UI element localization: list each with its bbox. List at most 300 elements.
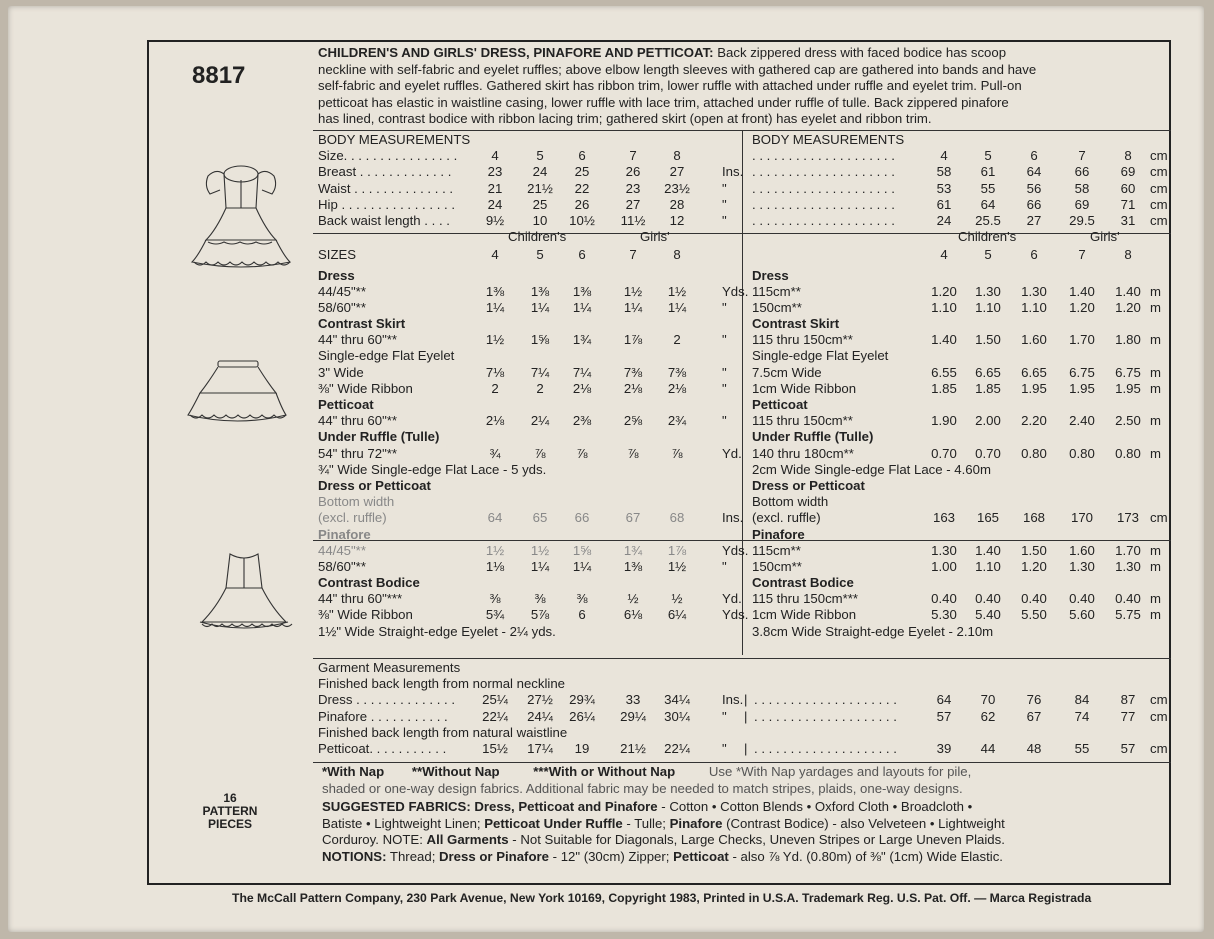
value-cell: 1.95 [1069,380,1095,396]
table-row [752,212,1168,229]
size-group-header-metric [752,229,1164,245]
value-cell: 28 [669,196,685,212]
table-row [752,575,1164,591]
value-cell: 5.30 [931,607,957,623]
value-cell: 6 [578,148,586,164]
unit-label: " [722,364,727,380]
value-cell: 26 [574,196,590,212]
cm-cell: 44 [980,740,996,756]
cm-cell: 76 [1026,692,1042,708]
value-cell: 69 [1120,164,1136,180]
value-cell: 33 [625,692,641,708]
value-cell: 1.70 [1069,332,1095,348]
row-label: 44" thru 60"*** [318,591,403,607]
body-measurements-title: BODY MEASUREMENTS [318,132,471,147]
unit-label: " [722,196,727,212]
table-row [752,478,1164,494]
value-cell: 1⅞ [667,542,687,558]
table-row [752,591,1164,607]
size-cell: 6 [1030,247,1038,263]
value-cell: 58 [936,164,952,180]
value-cell: 27 [625,196,641,212]
dot-leader: . . . . . . . . . . . . . . . . . . . . [754,740,897,756]
value-cell: 2.40 [1069,413,1095,429]
value-cell: 22¼ [482,708,508,724]
unit-label: m [1150,607,1161,623]
value-cell: 27 [1026,212,1042,228]
value-cell: 25 [574,164,590,180]
unit-label: " [722,299,727,315]
row-label: Petticoat. . . . . . . . . . . [318,740,447,756]
table-row [318,413,738,429]
fabrics-list-3: (Contrast Bodice) - also Velveteen • Lightweight [722,815,1005,831]
size-group-header [318,229,738,245]
value-cell: 2¼ [530,413,550,429]
value-cell: 66 [574,510,590,526]
table-row [752,148,1168,164]
row-label: Contrast Skirt [318,316,406,332]
notions-dress: Dress or Pinafore [439,848,549,864]
value-cell: 163 [932,510,955,526]
table-row [752,543,1164,559]
row-label: Breast . . . . . . . . . . . . . [318,164,452,180]
value-cell: 6.75 [1069,364,1095,380]
value-cell: 64 [487,510,503,526]
value-cell: 12 [669,212,685,228]
pattern-pieces-count [196,792,264,831]
value-cell: 55 [980,180,996,196]
pieces-label-2: PIECES [207,817,252,831]
value-cell: 1.30 [1021,283,1047,299]
value-cell: 6 [578,607,586,623]
unit-label: m [1150,299,1161,315]
value-cell: 1.20 [1069,299,1095,315]
table-row [318,381,738,397]
table-row [318,559,738,575]
value-cell: 58 [1074,180,1090,196]
group-children-metric: Children's [958,229,1017,245]
value-cell: 1.30 [975,283,1001,299]
table-row [318,268,738,284]
row-label: (excl. ruffle) [752,510,821,526]
row-label: 150cm** [752,299,802,315]
value-cell: 4 [940,148,948,164]
value-cell: 0.70 [975,445,1001,461]
cm-cell: 77 [1120,708,1136,724]
value-cell: 0.80 [1021,445,1047,461]
group-girls-metric: Girls' [1090,229,1120,245]
value-cell: 1½ [667,283,687,299]
unit-label: m [1150,364,1161,380]
value-cell: 6¼ [667,607,687,623]
table-row [318,527,738,543]
value-cell: 61 [936,196,952,212]
dot-leader: . . . . . . . . . . . . . . . . . . . . [754,708,897,724]
cm-unit: cm [1150,692,1168,708]
row-label: Pinafore . . . . . . . . . . . [318,708,448,724]
value-cell: ⅞ [627,445,639,461]
value-cell: 1.50 [1021,542,1047,558]
row-label: 44/45"** [318,283,366,299]
value-cell: 1⅜ [623,558,643,574]
value-cell: 24 [487,196,503,212]
value-cell: 1.10 [975,299,1001,315]
value-cell: 69 [1074,196,1090,212]
value-cell: 9½ [485,212,505,228]
table-row [318,181,738,197]
value-cell: 1.40 [931,332,957,348]
suggested-fabrics [322,799,1168,865]
value-cell: 1¼ [572,558,592,574]
row-label: Dress [318,267,355,283]
fabrics-note: - Not Suitable for Diagonals, Large Checks, Uneven Stripes or Large Uneven Plaids. [508,832,1005,847]
value-cell: 1¼ [572,299,592,315]
row-label: Single-edge Flat Eyelet [752,348,889,364]
nap-note-1: Use *With Nap yardages and layouts for pile, [708,764,972,779]
sizes-label: SIZES [318,247,357,263]
value-cell: 1⅝ [572,542,592,558]
value-cell: 1.80 [1115,332,1141,348]
description-line [318,62,1164,79]
description-text: neckline with self-fabric and eyelet ruffles; above elbow length sleeves with gathered cap are gathered into bands and have [318,61,1037,77]
row-label: 115cm** [752,542,801,558]
notions-zipper: - 12" (30cm) Zipper; [548,848,674,864]
value-cell: 61 [980,164,996,180]
value-cell: 65 [532,510,548,526]
table-row [318,445,742,462]
value-cell: 1.20 [1115,299,1141,315]
dot-leader: . . . . . . . . . . . . . . . . . . . . [752,196,895,212]
value-cell: 1¼ [530,299,550,315]
table-row [318,462,738,478]
row-label: 54" thru 72"** [318,445,398,461]
table-row [318,692,1168,708]
value-cell: 24 [936,212,952,228]
size-cell: 4 [491,247,499,263]
unit-label: cm [1150,196,1168,212]
column-divider [742,130,743,655]
cm-unit: cm [1150,708,1168,724]
value-cell: 7¼ [530,364,550,380]
unit-label: Yds. [722,283,749,299]
unit-label: Yds. [722,542,749,558]
table-row [752,413,1164,429]
value-cell: 0.70 [931,445,957,461]
value-cell: 170 [1070,510,1093,526]
row-label: Dress [752,267,789,283]
value-cell: 2⅛ [667,380,687,396]
row-label: Bottom width [752,494,829,510]
value-cell: 27½ [527,692,553,708]
unit-label: Yd. [722,445,742,461]
row-label: 58/60"** [318,299,366,315]
table-row [318,164,744,180]
row-label: 115 thru 150cm** [752,413,853,429]
row-label: Back waist length . . . . [318,212,450,228]
unit-label: Ins. [722,692,744,708]
table-row [318,332,738,348]
fabrics-list-2: Batiste • Lightweight Linen; [322,815,485,831]
value-cell: 34¼ [664,692,690,708]
unit-label: " [722,740,727,756]
cm-cell: 55 [1074,740,1090,756]
table-row [318,591,742,607]
value-cell: 7⅜ [667,364,687,380]
table-row [752,527,1164,543]
nap-legend [322,764,1162,797]
value-cell: 1.40 [975,542,1001,558]
row-label: Contrast Skirt [752,316,840,332]
value-cell: 1½ [530,542,550,558]
table-row [752,397,1164,413]
value-cell: 66 [1026,196,1042,212]
row-label: 44/45"** [318,542,366,558]
row-label: Petticoat [318,397,374,412]
rule-nap [313,762,1171,763]
value-cell: 0.80 [1069,445,1095,461]
value-cell: 10 [532,212,548,228]
value-cell: 7¼ [572,364,592,380]
unit-label: " [722,558,727,574]
unit-label: m [1150,332,1161,348]
value-cell: 5 [984,148,992,164]
row-label: 140 thru 180cm** [752,445,854,461]
unit-label: m [1150,413,1161,429]
value-cell: 2⅛ [623,380,643,396]
table-row [752,316,1164,332]
value-cell: ½ [627,591,639,607]
rule-garment [313,658,1171,659]
dot-leader: . . . . . . . . . . . . . . . . . . . . [752,180,895,196]
table-row [752,268,1164,284]
value-cell: 1¼ [623,299,643,315]
value-cell: 1½ [485,542,505,558]
value-cell: 1.10 [931,299,957,315]
unit-label: " [722,380,727,396]
row-label: Under Ruffle (Tulle) [752,429,874,445]
row-label: Hip . . . . . . . . . . . . . . . . [318,196,456,212]
unit-label: cm [1150,212,1168,228]
table-row [318,283,749,300]
value-cell: 19 [574,740,590,756]
publisher-line: The McCall Pattern Company, 230 Park Avenue, New York 10169, Copyright 1983, Printed in U.S.A. Trademark Reg. U.S. Pat. Off. — Marca Registrada [232,891,1092,905]
unit-label: " [722,708,727,724]
cm-cell: 87 [1120,692,1136,708]
value-cell: 17¼ [527,740,553,756]
value-cell: 64 [980,196,996,212]
value-cell: 1⅜ [530,283,550,299]
size-cell: 5 [984,247,992,263]
value-cell: ⅞ [534,445,546,461]
value-cell: ⅜ [576,591,588,607]
value-cell: 5⅞ [530,607,550,623]
garment-sub-waistline: Finished back length from natural waistline [318,724,568,740]
table-row [318,397,738,413]
row-label: 1cm Wide Ribbon [752,607,857,623]
row-label: 150cm** [752,558,802,574]
value-cell: ⅜ [489,591,501,607]
value-cell: 2⅜ [572,413,592,429]
value-cell: 10½ [569,212,595,228]
row-label: Dress . . . . . . . . . . . . . . [318,692,456,708]
fabrics-heading: SUGGESTED FABRICS: Dress, Petticoat and Pinafore [322,799,658,814]
value-cell: 1.30 [931,542,957,558]
value-cell: 2⅛ [485,413,505,429]
value-cell: 7⅛ [485,364,505,380]
dot-leader: . . . . . . . . . . . . . . . . . . . . [754,692,897,708]
unit-label: cm [1150,180,1168,196]
table-row [318,740,1168,757]
notions-thread: Thread; [386,848,440,864]
value-cell: 5.40 [975,607,1001,623]
value-cell: 71 [1120,196,1136,212]
value-cell: 2 [673,332,681,348]
value-cell: 1.70 [1115,542,1141,558]
row-label: Contrast Bodice [752,575,854,591]
table-row [318,510,744,526]
value-cell: 31 [1120,212,1136,228]
row-label: 3.8cm Wide Straight-edge Eyelet - 2.10m [752,623,994,639]
fabrics-list-1: - Cotton • Cotton Blends • Oxford Cloth • Broadcloth • [657,799,973,814]
row-label: Bottom width [318,494,395,510]
value-cell: 7⅜ [623,364,643,380]
value-cell: 1¾ [572,332,592,348]
dress-illustration [186,160,296,280]
table-row [752,446,1164,462]
value-cell: 67 [625,510,641,526]
value-cell: ¾ [489,445,501,461]
table-row [752,164,1168,180]
row-label: Waist . . . . . . . . . . . . . . [318,180,454,196]
table-row [752,429,1164,445]
value-cell: 1.95 [1115,380,1141,396]
size-cell: 6 [578,247,586,263]
value-cell: 2.00 [975,413,1001,429]
value-cell: 22¼ [664,740,690,756]
value-cell: 0.40 [1021,591,1047,607]
pieces-number: 16 [223,791,237,805]
value-cell: 68 [669,510,685,526]
nap-note-2: shaded or one-way design fabrics. Additional fabric may be needed to match stripes, plaids, one-way designs. [322,780,963,796]
value-cell: 1.60 [1021,332,1047,348]
table-row [752,494,1164,510]
pinafore-illustration [194,548,294,643]
value-cell: 1.30 [1069,558,1095,574]
unit-label: " [722,413,727,429]
row-label: Pinafore [752,526,805,542]
cm-cell: 48 [1026,740,1042,756]
pattern-description [318,45,1164,128]
value-cell: 2⅝ [623,413,643,429]
value-cell: ½ [671,591,683,607]
notions-elastic: - also ⅞ Yd. (0.80m) of ⅜" (1cm) Wide Elastic. [728,848,1003,864]
value-cell: 26 [625,164,641,180]
value-cell: 27 [669,164,685,180]
table-row [752,462,1164,478]
value-cell: 2 [536,380,544,396]
value-cell: ⅜ [534,591,546,607]
table-row [752,332,1164,348]
value-cell: 6.55 [931,364,957,380]
unit-label: m [1150,591,1161,607]
value-cell: 0.40 [931,591,957,607]
petticoat-illustration [182,355,292,430]
value-cell: 1⅛ [485,558,505,574]
value-cell: 1.30 [1115,558,1141,574]
row-label: Dress or Petticoat [318,477,431,493]
value-cell: 15½ [482,740,508,756]
value-cell: 1.10 [1021,299,1047,315]
value-cell: 6⅛ [623,607,643,623]
table-row [318,708,1168,725]
value-cell: 66 [1074,164,1090,180]
value-cell: 6.65 [1021,364,1047,380]
value-cell: 1½ [623,283,643,299]
description-text: has lined, contrast bodice with ribbon lacing trim; gathered skirt (open at front) has eyelet and ribbon trim. [318,111,932,127]
value-cell: 30¼ [664,708,690,724]
garment-measurements [318,660,1168,757]
value-cell: 1.60 [1069,542,1095,558]
value-cell: 26¼ [569,708,595,724]
size-cell: 7 [629,247,637,263]
value-cell: 21 [487,180,503,196]
cm-cell: 74 [1074,708,1090,724]
garment-title: Garment Measurements [318,660,461,675]
value-cell: 29.5 [1069,212,1095,228]
value-cell: 1½ [667,558,687,574]
table-row [318,213,738,229]
unit-label: " [722,332,727,348]
value-cell: ⅞ [576,445,588,461]
unit-label: m [1150,380,1161,396]
value-cell: 1⅝ [530,332,550,348]
value-cell: 8 [1124,148,1132,164]
fabrics-note-prefix: Corduroy. NOTE: [322,832,427,847]
table-row [752,284,1164,300]
dot-leader: . . . . . . . . . . . . . . . . . . . . [752,164,895,180]
table-row [318,478,738,494]
table-row [318,575,738,591]
table-row [752,607,1164,623]
table-row [752,381,1164,397]
value-cell: 23½ [664,180,690,196]
without-nap-label: **Without Nap [411,764,500,779]
description-text: Back zippered dress with faced bodice has scoop [713,45,1007,60]
either-nap-label: ***With or Without Nap [533,764,676,779]
row-label: (excl. ruffle) [318,510,387,526]
cm-cell: 84 [1074,692,1090,708]
unit-label: m [1150,558,1161,574]
sizes-row [318,247,738,263]
row-label: Size. . . . . . . . . . . . . . . . [318,148,458,164]
table-row [752,348,1164,364]
table-row [318,348,738,364]
size-cell: 4 [940,247,948,263]
with-nap-label: *With Nap [322,764,385,779]
row-label: Dress or Petticoat [752,477,865,493]
value-cell: 168 [1022,510,1045,526]
value-cell: 53 [936,180,952,196]
value-cell: 25 [532,196,548,212]
table-row [752,180,1168,197]
value-cell: ⅞ [671,445,683,461]
row-label: 1½" Wide Straight-edge Eyelet - 2¼ yds. [318,623,556,639]
value-cell: 0.40 [975,591,1001,607]
value-cell: 7 [1078,148,1086,164]
table-row [752,300,1164,316]
value-cell: 1.40 [1069,283,1095,299]
unit-label: " [722,180,727,196]
